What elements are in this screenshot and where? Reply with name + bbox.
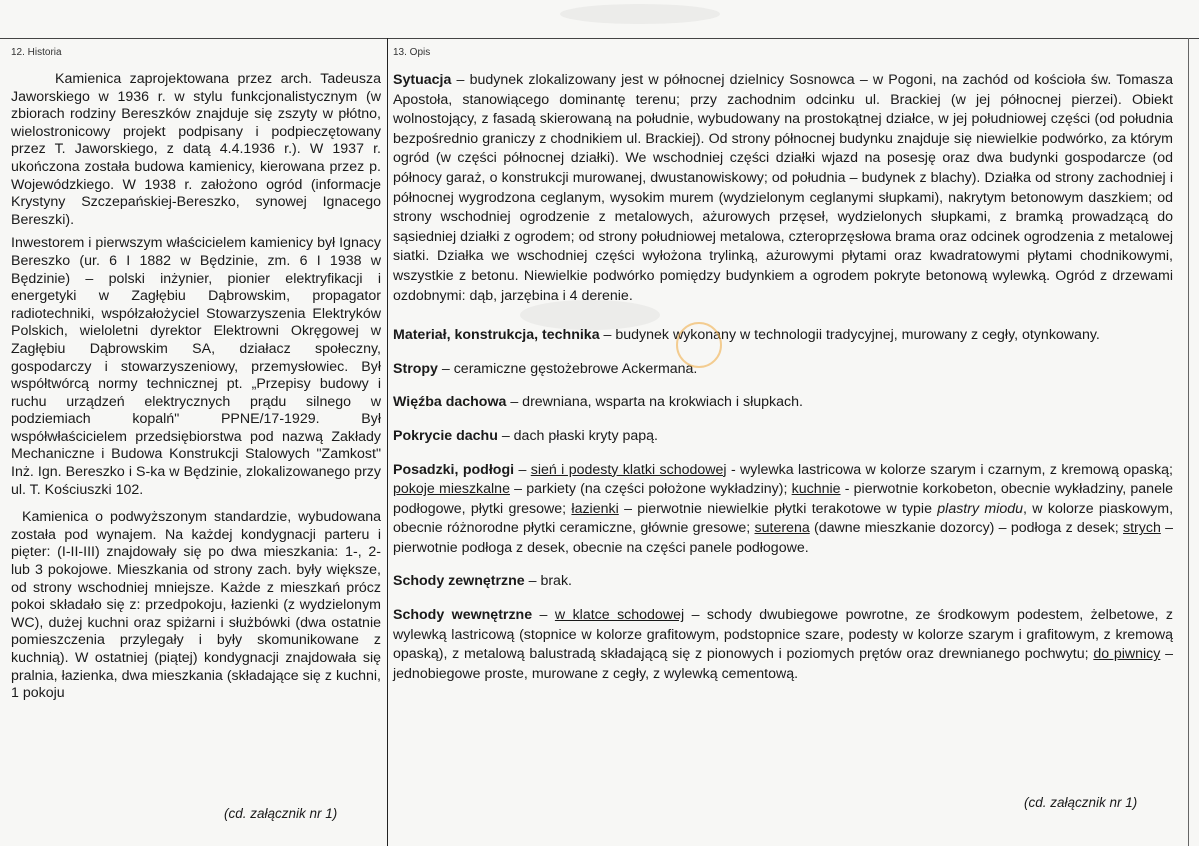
- text-schody-wewnetrzne-2: – jednobiegowe proste, murowane z cegły, z wylewką cementową.: [393, 646, 1173, 682]
- text-posadzki-3: - pierwotnie korkobeton, obecnie wykładziny, panele podłogowe, płytki gresowe;: [393, 481, 1174, 517]
- section-posadzki: [393, 461, 1173, 559]
- term-pokoje: pokoje mieszkalne: [393, 481, 510, 498]
- top-rule: [0, 38, 1199, 39]
- label-wiezba: Więźba dachowa: [393, 394, 507, 411]
- label-sytuacja: Sytuacja: [393, 72, 452, 88]
- term-piwnica: do piwnicy: [1093, 646, 1161, 663]
- label-pokrycie: Pokrycie dachu: [393, 427, 498, 444]
- text-material: – budynek wykonany w technologii tradycyjnej, murowany z cegły, otynkowany.: [599, 327, 1100, 344]
- text-schody-zewnetrzne: – brak.: [524, 573, 572, 590]
- section-stropy: [393, 360, 1173, 380]
- label-stropy: Stropy: [393, 360, 438, 377]
- label-schody-zewnetrzne: Schody zewnętrzne: [393, 573, 525, 590]
- text-posadzki-6: (dawne mieszkanie dozorcy) – podłoga z desek;: [809, 520, 1123, 537]
- dash: –: [532, 607, 555, 624]
- right-border: [1188, 38, 1189, 846]
- term-kuchnie: kuchnie: [791, 481, 841, 498]
- historia-continuation-note: (cd. załącznik nr 1): [224, 806, 338, 821]
- stamp-mark: [676, 322, 722, 368]
- section-wiezba: [393, 393, 1173, 413]
- term-suterena: suterena: [754, 520, 810, 537]
- section-schody-wewnetrzne: [393, 606, 1173, 684]
- term-strych: strych: [1123, 520, 1161, 537]
- term-sien: sień i podesty klatki schodowej: [530, 461, 727, 478]
- dash: –: [514, 461, 531, 478]
- text-schody-wewnetrzne-1: – schody dwubiegowe powrotne, ze środkowym podestem, żelbetowe, z wylewką lastricową (stopnice w kolorze grafitowym, podstopnice szare, podesty w kolorze szarym i grafitowym, z kremową opaską), z metalową balustradą składającą się z pionowych i poziomych prętów oraz drewnianego pochwytu;: [393, 607, 1173, 663]
- historia-paragraph-3: Kamienica o podwyższonym standardzie, wybudowana została pod wynajem. Na każdej kondygnacji parteru i pięter: (I-II-III) znajdowały się po dwa mieszkania: 1-, 2- lub 3 pokojowe. Mieszkania od strony zach. były większe, od strony wschodniej mniejsze. Każde z mieszkań prócz pokoi składało się z: przedpokoju, łazienki (z wydzielonym WC), dużej kuchni oraz spiżarni i służbówki (dwa ostatnie pomieszczenia przylegały i były skomunikowane z kuchnią). W ostatniej (piątej) kondygnacji znajdowała się pralnia, łazienka, dwa mieszkania (składające się z kuchni, 1 pokoju: [11, 509, 381, 702]
- column-divider: [387, 38, 388, 846]
- section-header-historia: 12. Historia: [11, 47, 62, 58]
- historia-column: [11, 71, 381, 709]
- opis-continuation-note: (cd. załącznik nr 1): [1024, 795, 1138, 810]
- section-sytuacja: [393, 71, 1173, 306]
- label-material: Materiał, konstrukcja, technika: [393, 327, 600, 344]
- term-lazienki: łazienki: [571, 500, 619, 517]
- label-schody-wewnetrzne: Schody wewnętrzne: [393, 607, 533, 624]
- text-posadzki-2: – parkiety (na części położone wykładziny);: [509, 481, 792, 498]
- historia-paragraph-2: Inwestorem i pierwszym właścicielem kamienicy był Ignacy Bereszko (ur. 6 I 1882 w Będzinie, zm. 6 I 1938 w Będzinie) – polski inżynier, pionier elektryfikacji i energetyki w Zagłębiu Dąbrowskim, propagator radiotechniki, współzałożyciel Stowarzyszenia Elektryków Polskich, wieloletni dyrektor Elektrowni Okręgowej w Zagłębiu Dąbrowskim SA, działacz społeczny, gospodarczy i stowarzyszeniowy, przemysłowiec. Był współtwórcą normy technicznej pt. „Przepisy budowy i ruchu urządzeń elektrycznych prądu silnego w podziemiach kopalń" PPNE/17-1929. Był współwłaścicielem przedsiębiorstwa pod nazwą Zakłady Mechaniczne i Budowa Konstrukcji Stalowych "Zamkost" Inż. Ign. Bereszko i S-ka w Będzinie, zlokalizowanego przy ul. T. Kościuszki 102.: [11, 235, 381, 498]
- term-plastry-miodu: plastry miodu: [937, 500, 1024, 517]
- text-posadzki-5: , w kolorze piaskowym, obecnie różnorodne płytki ceramiczne, głównie gresowe;: [393, 500, 1174, 537]
- label-posadzki: Posadzki, podłogi: [393, 461, 515, 478]
- section-schody-zewnetrzne: [393, 572, 1173, 592]
- text-posadzki-7: – pierwotnie podłoga z desek, obecnie na części panele podłogowe.: [393, 520, 1173, 556]
- text-pokrycie: – dach płaski kryty papą.: [497, 427, 658, 444]
- text-sytuacja: – budynek zlokalizowany jest w północnej dzielnicy Sosnowca – w Pogoni, na zachód od kościoła św. Tomasza Apostoła, stanowiącego dominantę terenu; przy zachodnim odcinku ul. Brackiej (w jej północnej pierzei). Obiekt wolnostojący, z fasadą skierowaną na południe, wybudowany na prostokątnej działce, w jej południowej części (od południa bezpośrednio graniczy z chodnikiem ul. Brackiej). Od strony północnej budynku znajduje się niewielkie podwórko, za którym ogród (w części północnej działki). We wschodniej części działki wjazd na posesję oraz dwa budynki gospodarcze (od północy garaż, o konstrukcji murowanej, dwustanowiskowy; od południa – budynek z blachy). Działka od strony zachodniej i północnej wygrodzona ceglanym, wysokim murem (wydzielonym ceglanymi słupkami), nakrytym betonowym daszkiem; od strony wschodniej ogrodzenie z metalowych, ażurowych przęseł, wydzielonych słupkami, z bramką prowadzącą do sąsiedniej działki z ogrodem; od strony południowej metalowa, czteroprzęsłowa brama oraz odcinek ogrodzenia z metalowej siatki. Działka we wschodniej części wyłożona trylinką, ażurowymi płytami oraz kwadratowymi płytami chodnikowymi, wszystkie z betonu. Niewielkie podwórko pomiędzy budynkiem a ogrodem pokryte betonową wylewką. Ogród z drzewami ozdobnymi: dąb, jarzębina i 4 derenie.: [393, 72, 1173, 304]
- section-header-opis: 13. Opis: [393, 47, 431, 58]
- historia-paragraph-1: Kamienica zaprojektowana przez arch. Tadeusza Jaworskiego w 1936 r. w stylu funkcjonalistycznym (w zbiorach rodziny Bereszków znajduje się zszyty w płótno, wielostronicowy projekt podpisany i podpieczętowany przez T. Jaworskiego, z datą 4.4.1936 r.). W 1937 r. ukończona została budowa kamienicy, kierowana przez p. Wojewódzkiego. W 1938 r. założono ogród (informacje Krystyny Szczepańskiej-Bereszko, synowej Ignacego Bereszki).: [11, 71, 381, 228]
- text-posadzki-4: – pierwotnie niewielkie płytki terakotowe w typie: [618, 500, 938, 517]
- opis-column: [393, 71, 1173, 698]
- section-pokrycie: [393, 427, 1173, 447]
- section-material: [393, 326, 1173, 346]
- term-klatka: w klatce schodowej: [554, 607, 685, 624]
- text-stropy: – ceramiczne gęstożebrowe Ackermana.: [437, 360, 698, 377]
- scan-smudge: [560, 4, 720, 24]
- text-posadzki-1: - wylewka lastricowa w kolorze szarym i czarnym, z kremową opaską;: [726, 461, 1173, 478]
- text-wiezba: – drewniana, wsparta na krokwiach i słupkach.: [506, 394, 803, 411]
